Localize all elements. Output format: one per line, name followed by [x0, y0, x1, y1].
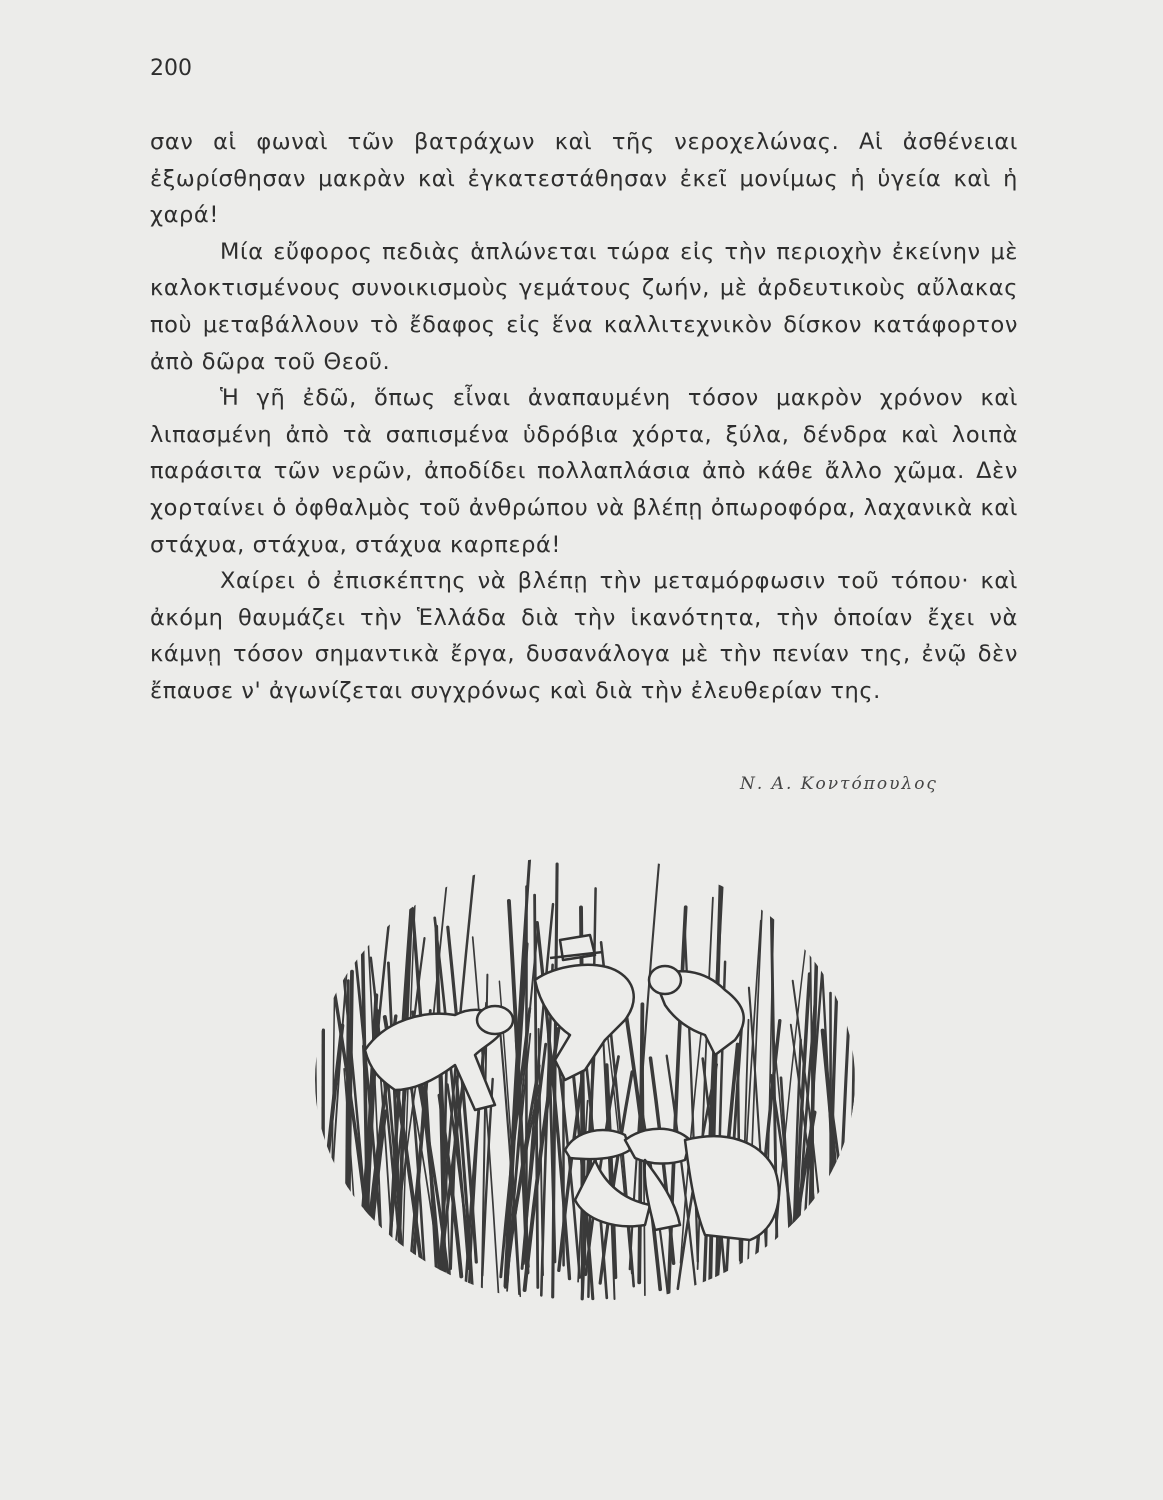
paragraph-3: Ἡ γῆ ἐδῶ, ὅπως εἶναι ἀναπαυμένη τόσον μακρὸν χρόνον καὶ λιπασμένη ἀπὸ τὰ σαπισμένα ὑδρόβια χόρτα, ξύλα, δένδρα καὶ λοιπὰ παράσιτα τῶν νερῶν, ἀποδίδει πολλαπλάσια ἀπὸ κάθε ἄλλο χῶμα. Δὲν χορταίνει ὁ ὀφθαλμὸς τοῦ ἀνθρώπου νὰ βλέπῃ ὀπωροφόρα, λαχανικὰ καὶ στάχυα, στάχυα, στάχυα καρπερά!	[150, 385, 1018, 558]
grass-stroke	[844, 1095, 855, 1300]
paragraph-1: σαν αἱ φωναὶ τῶν βατράχων καὶ τῆς νεροχελώνας. Αἱ ἀσθένειαι ἐξωρίσθησαν μακρὰν καὶ ἐγκατεστάθησαν ἐκεῖ μονίμως ἡ ὑγεία καὶ ἡ χαρά!	[150, 129, 1018, 229]
grass-stroke	[316, 1026, 342, 1288]
author-signature: Ν. Α. Κοντόπουλος	[740, 774, 938, 794]
article-body	[150, 124, 1018, 710]
woodcut-harvest-icon	[305, 840, 865, 1310]
paragraph-4: Χαίρει ὁ ἐπισκέπτης νὰ βλέπῃ τὴν μεταμόρφωσιν τοῦ τόπου· καὶ ἀκόμη θαυμάζει τὴν Ἑλλάδα διὰ τὴν ἱκανότητα, τὴν ὁποίαν ἔχει νὰ κάμνῃ τόσον σημαντικὰ ἔργα, δυσανάλογα μὲ τὴν πενίαν της, ἐνῷ δὲν ἔπαυσε ν' ἀγωνίζεται συγχρόνως καὶ διὰ τὴν ἐλευθερίαν της.	[150, 568, 1018, 704]
grass-stroke	[838, 859, 858, 1263]
page-number: 200	[150, 56, 192, 81]
grass-stroke	[314, 953, 319, 1285]
grass-stroke	[850, 875, 857, 1282]
grass-stroke	[812, 1065, 813, 1293]
grass-stroke	[846, 1094, 865, 1289]
grass-stroke	[793, 974, 809, 1283]
paragraph-2: Μία εὔφορος πεδιὰς ἁπλώνεται τώρα εἰς τὴν περιοχὴν ἐκείνην μὲ καλοκτισμένους συνοικισμοὺς γεμάτους ζωήν, μὲ ἀρδευτικοὺς αὔλακας ποὺ μεταβάλλουν τὸ ἔδαφος εἰς ἕνα καλλιτεχνικὸν δίσκον κατάφορτον ἀπὸ δῶρα τοῦ Θεοῦ.	[150, 238, 1018, 375]
